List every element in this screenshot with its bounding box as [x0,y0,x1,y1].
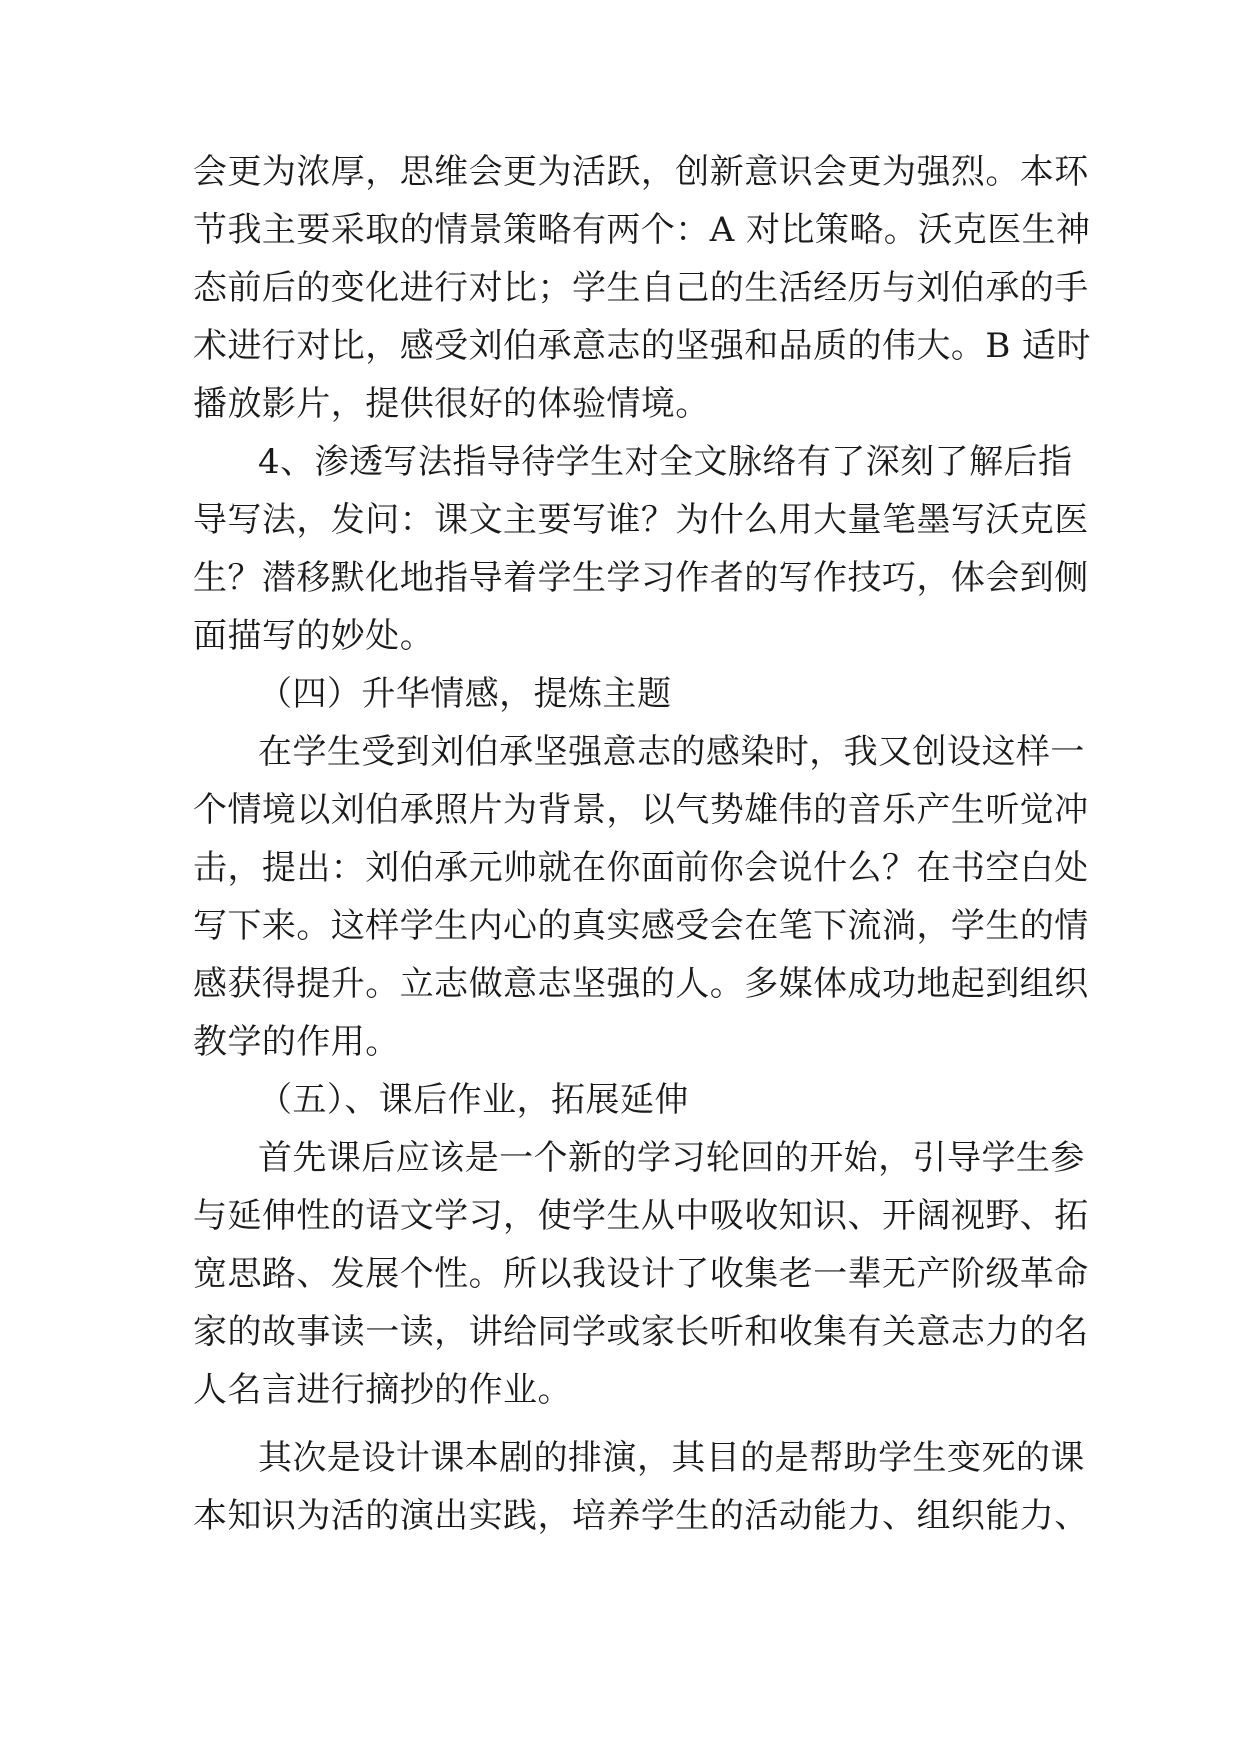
text-line: 播放影片，提供很好的体验情境。 [193,384,710,424]
text-line: 写下来。这样学生内心的真实感受会在笔下流淌，学生的情 [193,906,1089,946]
text-line: 态前后的变化进行对比；学生自己的生活经历与刘伯承的手 [193,268,1089,308]
text-line: 击，提出：刘伯承元帅就在你面前你会说什么？在书空白处 [193,848,1089,888]
text-line: 个情境以刘伯承照片为背景，以气势雄伟的音乐产生听觉冲 [193,790,1089,830]
text-line: 家的故事读一读，讲给同学或家长听和收集有关意志力的名 [193,1312,1089,1352]
text-line: 教学的作用。 [193,1022,400,1062]
text-line: 4、渗透写法指导待学生对全文脉络有了深刻了解后指 [258,442,1073,482]
text-line: 宽思路、发展个性。所以我设计了收集老一辈无产阶级革命 [193,1254,1089,1294]
text-line: 其次是设计课本剧的排演，其目的是帮助学生变死的课 [258,1438,1085,1478]
text-line: 术进行对比，感受刘伯承意志的坚强和品质的伟大。B 适时 [193,326,1091,366]
text-line: 面描写的妙处。 [193,616,435,656]
text-line: 节我主要采取的情景策略有两个：A 对比策略。沃克医生神 [193,210,1091,250]
text-line: 会更为浓厚，思维会更为活跃，创新意识会更为强烈。本环 [193,152,1089,192]
section-heading: （四）升华情感，提炼主题 [258,674,672,714]
text-line: 导写法，发问：课文主要写谁？为什么用大量笔墨写沃克医 [193,500,1089,540]
text-line: 感获得提升。立志做意志坚强的人。多媒体成功地起到组织 [193,964,1089,1004]
text-line: 人名言进行摘抄的作业。 [193,1370,572,1410]
text-line: 在学生受到刘伯承坚强意志的感染时，我又创设这样一 [258,732,1085,772]
text-line: 生？潜移默化地指导着学生学习作者的写作技巧，体会到侧 [193,558,1089,598]
section-heading: （五）、课后作业，拓展延伸 [258,1080,689,1120]
text-line: 与延伸性的语文学习，使学生从中吸收知识、开阔视野、拓 [193,1196,1089,1236]
text-line: 本知识为活的演出实践，培养学生的活动能力、组织能力、 [193,1496,1089,1536]
text-line: 首先课后应该是一个新的学习轮回的开始，引导学生参 [258,1138,1085,1178]
